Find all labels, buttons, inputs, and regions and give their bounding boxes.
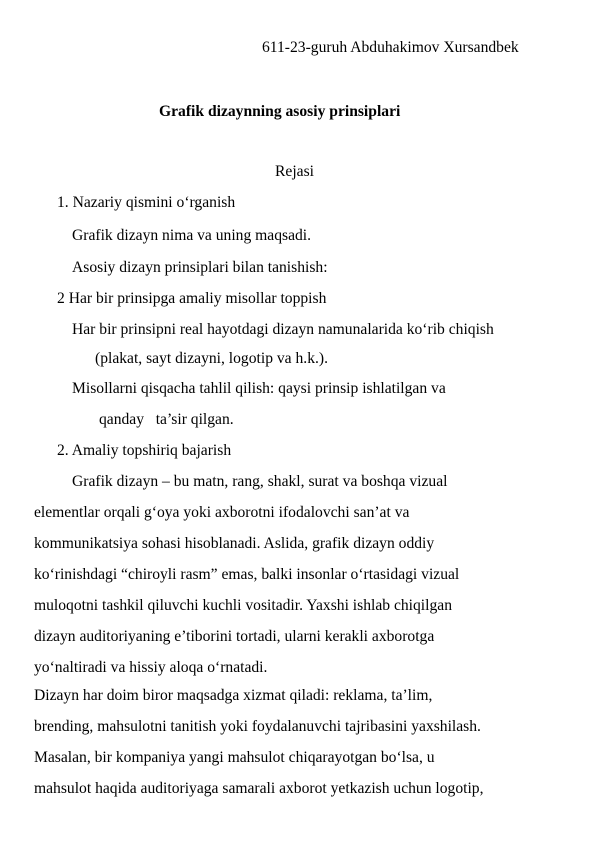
plan-subitem-continuation: qanday ta’sir qilgan. <box>99 411 234 428</box>
body-line: muloqotni tashkil qiluvchi kuchli vositadir. Yaxshi ishlab chiqilgan <box>34 597 452 614</box>
body-line: mahsulot haqida auditoriyaga samarali axborot yetkazish uchun logotip, <box>34 780 484 797</box>
plan-subitem: Misollarni qisqacha tahlil qilish: qaysi prinsip ishlatilgan va <box>72 380 446 397</box>
body-line: ko‘rinishdagi “chiroyli rasm” emas, balki insonlar o‘rtasidagi vizual <box>34 566 460 583</box>
plan-subitem: Grafik dizayn nima va uning maqsadi. <box>72 227 312 244</box>
body-line: Dizayn har doim biror maqsadga xizmat qiladi: reklama, ta’lim, <box>34 687 433 704</box>
body-line: brending, mahsulotni tanitish yoki foydalanuvchi tajribasini yaxshilash. <box>34 718 481 735</box>
plan-subitem: Asosiy dizayn prinsiplari bilan tanishish: <box>72 259 328 276</box>
plan-item: 1. Nazariy qismini o‘rganish <box>57 194 236 211</box>
document-title: Grafik dizaynning asosiy prinsiplari <box>159 103 401 120</box>
body-line: elementlar orqali g‘oya yoki axborotni ifodalovchi san’at va <box>34 504 410 521</box>
body-line: Grafik dizayn – bu matn, rang, shakl, surat va boshqa vizual <box>72 473 448 490</box>
author-line: 611-23-guruh Abduhakimov Xursandbek <box>262 39 519 56</box>
plan-heading: Rejasi <box>275 163 314 180</box>
body-line: Masalan, bir kompaniya yangi mahsulot chiqarayotgan bo‘lsa, u <box>34 749 435 766</box>
plan-subitem-continuation: (plakat, sayt dizayni, logotip va h.k.). <box>95 350 328 367</box>
body-line: yo‘naltiradi va hissiy aloqa o‘rnatadi. <box>34 659 268 676</box>
plan-item: 2 Har bir prinsipga amaliy misollar toppish <box>57 290 327 307</box>
body-line: kommunikatsiya sohasi hisoblanadi. Aslida, grafik dizayn oddiy <box>34 535 435 552</box>
plan-subitem: Har bir prinsipni real hayotdagi dizayn namunalarida ko‘rib chiqish <box>72 321 494 338</box>
plan-item: 2. Amaliy topshiriq bajarish <box>57 442 232 459</box>
body-line: dizayn auditoriyaning e’tiborini tortadi, ularni kerakli axborotga <box>34 628 435 645</box>
